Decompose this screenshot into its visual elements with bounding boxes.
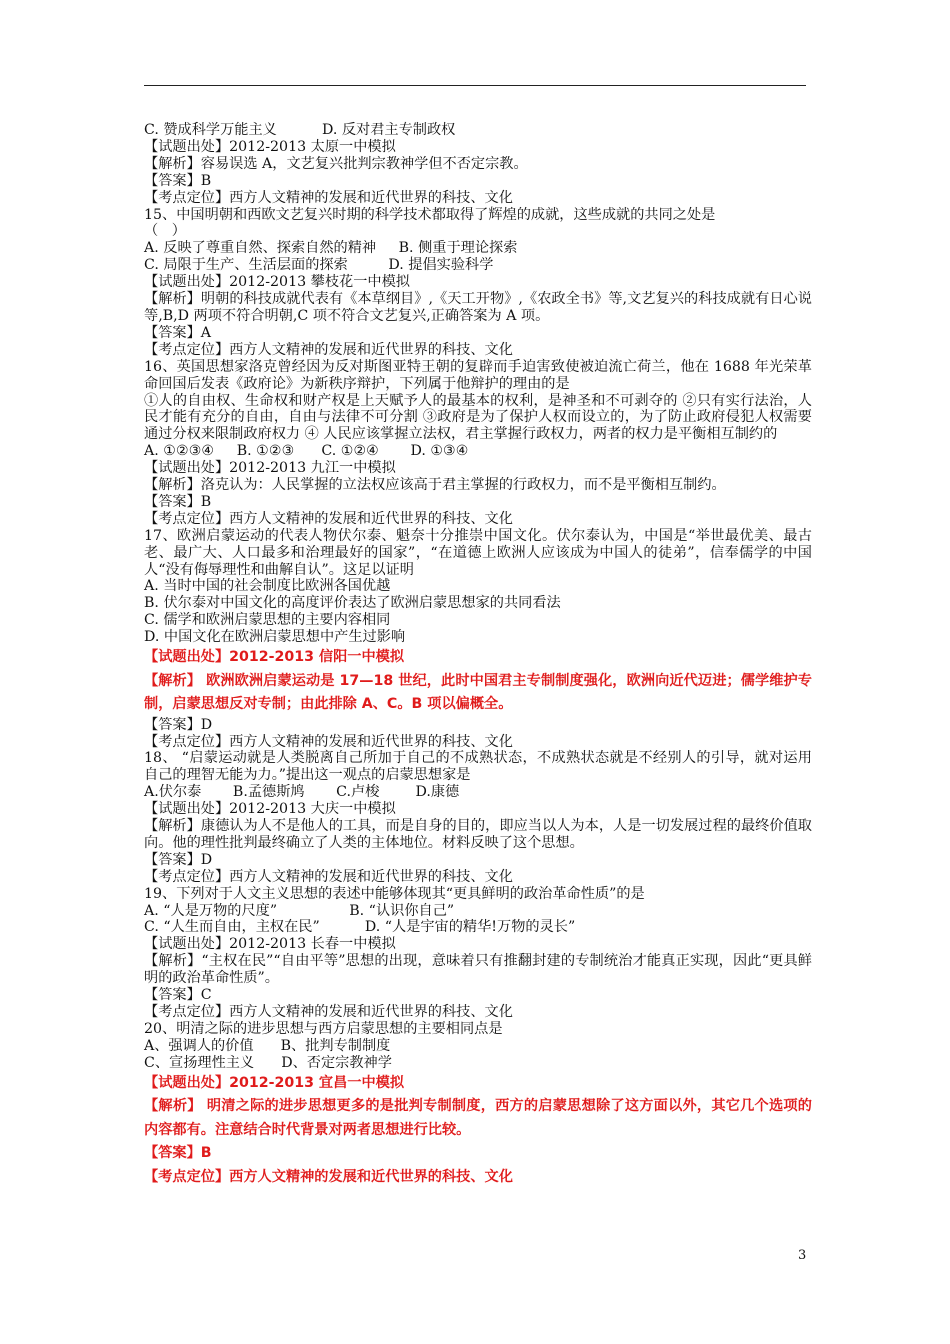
q18-stem: 18、 “启蒙运动就是人类脱离自己所加于自己的不成熟状态，不成熟状态就是不经别人的引导，就对运用自己的理智无能为力。”提出这一观点的启蒙思想家是 [144,750,812,784]
q16-options: A. ①②③④ B. ①②③ C. ①②④ D. ①③④ [144,443,469,460]
q20-source: 【试题出处】2012-2013 宜昌一中模拟 [144,1074,405,1091]
q18-answer: 【答案】D [144,851,213,868]
q17-analysis: 【解析】 欧洲欧洲启蒙运动是 17—18 世纪，此时中国君主专制制度强化，欧洲向近代迈进；儒学维护专制，启蒙思想反对专制；由此排除 A、C。B 项以偏概全。 [144,672,812,713]
q15-topic: 【考点定位】西方人文精神的发展和近代世界的科技、文化 [144,341,513,358]
q15-bracket: （ ） [144,223,186,240]
q20-stem: 20、明清之际的进步思想与西方启蒙思想的主要相同点是 [144,1020,503,1037]
q15-stem: 15、中国明朝和西欧文艺复兴时期的科学技术都取得了辉煌的成就，这些成就的共同之处是 [144,206,716,223]
q20-topic: 【考点定位】西方人文精神的发展和近代世界的科技、文化 [144,1168,513,1185]
q20-analysis: 【解析】 明清之际的进步思想更多的是批判专制制度，西方的启蒙思想除了这方面以外，其它几个选项的内容都有。注意结合时代背景对两者思想进行比较。 [144,1098,812,1138]
q20-answer: 【答案】B [144,1145,212,1162]
q17-option-d: D. 中国文化在欧洲启蒙思想中产生过影响 [144,629,406,646]
q17-option-c: C. 儒学和欧洲启蒙思想的主要内容相同 [144,612,391,629]
q16-answer: 【答案】B [144,493,212,510]
header-rule [144,85,806,86]
q15-source: 【试题出处】2012-2013 攀枝花一中模拟 [144,274,410,291]
q16-analysis: 【解析】洛克认为：人民掌握的立法权应该高于君主掌握的行政权力，而不是平衡相互制约。 [144,477,726,494]
q16-source: 【试题出处】2012-2013 九江一中模拟 [144,460,396,477]
q17-option-b: B. 伏尔泰对中国文化的高度评价表达了欧洲启蒙思想家的共同看法 [144,595,561,612]
q14-options-cd: C. 赞成科学万能主义 D. 反对君主专制政权 [144,122,456,138]
q17-answer: 【答案】D [144,716,213,733]
q19-topic: 【考点定位】西方人文精神的发展和近代世界的科技、文化 [144,1004,513,1020]
q16-topic: 【考点定位】西方人文精神的发展和近代世界的科技、文化 [144,510,513,527]
q17-stem: 17、欧洲启蒙运动的代表人物伏尔泰、魁奈十分推崇中国文化。伏尔泰认为，中国是“举世最优美、最古老、最广大、人口最多和治理最好的国家”，“在道德上欧洲人应该成为中国人的徒弟”，信奉儒学的中国人“没有侮辱理性和曲解自认”。这足以证明 [144,527,812,578]
q18-topic: 【考点定位】西方人文精神的发展和近代世界的科技、文化 [144,868,513,885]
q18-source: 【试题出处】2012-2013 大庆一中模拟 [144,801,396,818]
q18-options: A.伏尔泰 B.孟德斯鸠 C.卢梭 D.康德 [144,784,460,801]
page-number: 3 [798,1248,807,1263]
q20-options-ab: A、强调人的价值 B、批判专制制度 [144,1037,391,1054]
q20-options-cd: C、宣扬理性主义 D、否定宗教神学 [144,1054,392,1071]
q19-options-cd: C. “人生而自由，主权在民” D. “人是宇宙的精华!万物的灵长” [144,919,576,936]
q14-answer: 【答案】B [144,172,212,189]
q19-options-ab: A. “人是万物的尺度” B. “认识你自己” [144,902,455,919]
q15-options-ab: A. 反映了尊重自然、探索自然的精神 B. 侧重于理论探索 [144,240,518,257]
q15-analysis: 【解析】明朝的科技成就代表有《本草纲目》,《天工开物》,《农政全书》等,文艺复兴的科技成就有日心说等,B,D 两项不符合明朝,C 项不符合文艺复兴,正确答案为 A 项。 [144,291,812,324]
q19-analysis: 【解析】“主权在民”“自由平等”思想的出现，意味着只有推翻封建的专制统治才能真正实现，因此“更具鲜明的政治革命性质”。 [144,953,812,987]
page-body [144,122,812,1189]
q19-source: 【试题出处】2012-2013 长春一中模拟 [144,936,396,953]
q14-analysis: 【解析】容易误选 A，文艺复兴批判宗教神学但不否定宗教。 [144,155,528,172]
q15-answer: 【答案】A [144,324,211,341]
q17-topic: 【考点定位】西方人文精神的发展和近代世界的科技、文化 [144,733,513,750]
q17-option-a: A. 当时中国的社会制度比欧洲各国优越 [144,578,391,595]
q14-source: 【试题出处】2012-2013 太原一中模拟 [144,138,396,155]
q15-options-cd: C. 局限于生产、生活层面的探索 D. 提倡实验科学 [144,257,494,274]
q16-statements: ①人的自由权、生命权和财产权是上天赋予人的最基本的权利，是神圣和不可剥夺的 ②只有实行法治，人民才能有充分的自由，自由与法律不可分割 ③政府是为了保护人权而设立的，为了防止政府侵犯人权需要通过分权来限制政府权力 ④ 人民应该掌握立法权，君主掌握行政权力，两者的权力是平衡相互制约的 [144,392,812,443]
q17-source: 【试题出处】2012-2013 信阳一中模拟 [144,649,405,666]
q14-topic: 【考点定位】西方人文精神的发展和近代世界的科技、文化 [144,189,513,206]
q19-answer: 【答案】C [144,987,212,1004]
q19-stem: 19、下列对于人文主义思想的表述中能够体现其“更具鲜明的政治革命性质”的是 [144,885,645,902]
q16-stem: 16、英国思想家洛克曾经因为反对斯图亚特王朝的复辟而手迫害致使被迫流亡荷兰，他在 1688 年光荣革命回国后发表《政府论》为新秩序辩护，下列属于他辩护的理由的是 [144,358,812,392]
q18-analysis: 【解析】康德认为人不是他人的工具，而是自身的目的，即应当以人为本，人是一切发展过程的最终价值取向。他的理性批判最终确立了人类的主体地位。材料反映了这个思想。 [144,818,812,851]
